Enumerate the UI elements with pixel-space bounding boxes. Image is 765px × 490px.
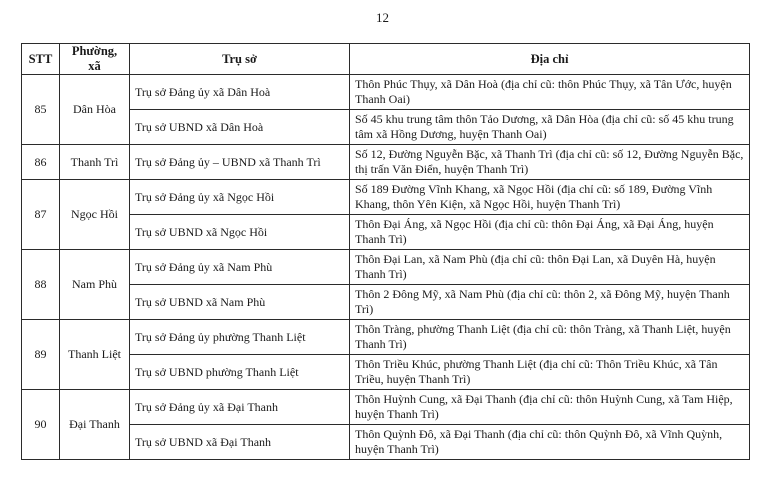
address-cell: Thôn Đại Lan, xã Nam Phù (địa chỉ cũ: thôn Đại Lan, xã Duyên Hà, huyện Thanh Trì) [350, 250, 750, 285]
ward-cell: Đại Thanh [60, 390, 130, 460]
office-cell: Trụ sở UBND phường Thanh Liệt [130, 355, 350, 390]
address-cell: Số 12, Đường Nguyễn Bặc, xã Thanh Trì (địa chỉ cũ: số 12, Đường Nguyễn Bặc, thị trấn Văn Điển, huyện Thanh Trì) [350, 145, 750, 180]
header-office: Trụ sở [130, 44, 350, 75]
table-row [22, 320, 750, 355]
header-ward: Phường, xã [60, 44, 130, 75]
stt-cell: 85 [22, 75, 60, 145]
table-row [22, 285, 750, 320]
office-cell: Trụ sở Đảng ủy xã Ngọc Hồi [130, 180, 350, 215]
stt-cell: 89 [22, 320, 60, 390]
stt-cell: 87 [22, 180, 60, 250]
table-row [22, 180, 750, 215]
ward-cell: Thanh Liệt [60, 320, 130, 390]
address-cell: Thôn Huỳnh Cung, xã Đại Thanh (địa chỉ cũ: thôn Huỳnh Cung, xã Tam Hiệp, huyện Thanh Trì) [350, 390, 750, 425]
address-cell: Thôn 2 Đông Mỹ, xã Nam Phù (địa chỉ cũ: thôn 2, xã Đông Mỹ, huyện Thanh Trì) [350, 285, 750, 320]
office-cell: Trụ sở Đảng ủy xã Dân Hoà [130, 75, 350, 110]
page-number: 12 [376, 10, 389, 25]
office-cell: Trụ sở Đảng ủy phường Thanh Liệt [130, 320, 350, 355]
header-address: Địa chỉ [350, 44, 750, 75]
table-row [22, 390, 750, 425]
office-address-table [21, 43, 750, 460]
table-row [22, 425, 750, 460]
address-cell: Thôn Phúc Thụy, xã Dân Hoà (địa chỉ cũ: thôn Phúc Thụy, xã Tân Ước, huyện Thanh Oai) [350, 75, 750, 110]
header-stt: STT [22, 44, 60, 75]
address-cell: Thôn Quỳnh Đô, xã Đại Thanh (địa chỉ cũ: thôn Quỳnh Đô, xã Vĩnh Quỳnh, huyện Thanh Trì) [350, 425, 750, 460]
address-cell: Thôn Tràng, phường Thanh Liệt (địa chỉ cũ: thôn Tràng, xã Thanh Liệt, huyện Thanh Trì) [350, 320, 750, 355]
address-cell: Thôn Triều Khúc, phường Thanh Liệt (địa chỉ cũ: Thôn Triều Khúc, xã Tân Triều, huyện Thanh Trì) [350, 355, 750, 390]
table-row [22, 215, 750, 250]
ward-cell: Thanh Trì [60, 145, 130, 180]
office-cell: Trụ sở UBND xã Nam Phù [130, 285, 350, 320]
ward-cell: Dân Hòa [60, 75, 130, 145]
office-cell: Trụ sở Đảng ủy xã Nam Phù [130, 250, 350, 285]
address-cell: Số 45 khu trung tâm thôn Tảo Dương, xã Dân Hòa (địa chỉ cũ: số 45 khu trung tâm xã Hồng Dương, huyện Thanh Oai) [350, 110, 750, 145]
stt-cell: 88 [22, 250, 60, 320]
ward-cell: Ngọc Hồi [60, 180, 130, 250]
table-row [22, 355, 750, 390]
address-cell: Số 189 Đường Vĩnh Khang, xã Ngọc Hồi (địa chỉ cũ: số 189, Đường Vĩnh Khang, thôn Yên Kiện, xã Ngọc Hồi, huyện Thanh Trì) [350, 180, 750, 215]
address-cell: Thôn Đại Áng, xã Ngọc Hồi (địa chỉ cũ: thôn Đại Áng, xã Đại Áng, huyện Thanh Trì) [350, 215, 750, 250]
table-row [22, 75, 750, 110]
table-row [22, 145, 750, 180]
office-cell: Trụ sở UBND xã Đại Thanh [130, 425, 350, 460]
table-row [22, 110, 750, 145]
ward-cell: Nam Phù [60, 250, 130, 320]
office-cell: Trụ sở Đảng ủy xã Đại Thanh [130, 390, 350, 425]
office-cell: Trụ sở UBND xã Ngọc Hồi [130, 215, 350, 250]
stt-cell: 86 [22, 145, 60, 180]
office-cell: Trụ sở UBND xã Dân Hoà [130, 110, 350, 145]
office-cell: Trụ sở Đảng ủy – UBND xã Thanh Trì [130, 145, 350, 180]
table-header-row [22, 44, 750, 75]
table-row [22, 250, 750, 285]
stt-cell: 90 [22, 390, 60, 460]
